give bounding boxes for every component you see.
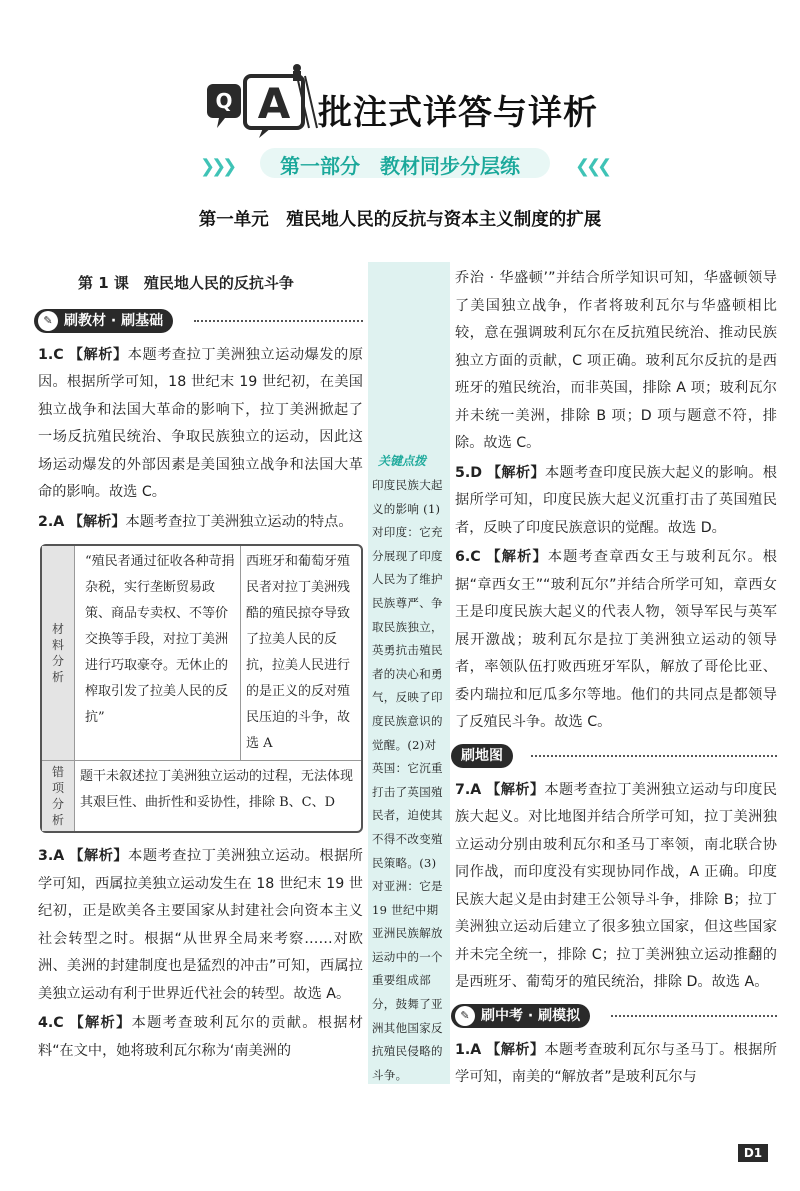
item-number: 1. bbox=[38, 346, 54, 363]
section-label: 刷地图 bbox=[451, 744, 513, 768]
item-text: 本题考查拉丁美洲独立运动的特点。 bbox=[125, 513, 353, 530]
section-label: 刷教材 · 刷基础 bbox=[64, 312, 164, 329]
table-wrong-analysis: 题干未叙述拉丁美洲独立运动的过程，无法体现其艰巨性、曲折性和妥协性，排除 B、C、D bbox=[75, 760, 361, 831]
part-title: 第一部分 教材同步分层练 bbox=[280, 154, 520, 178]
item-text: 本题考查拉丁美洲独立运动。根据所学可知，西属拉美独立运动发生在 18 世纪末 19 世纪初，正是欧美各主要国家从封建社会向资本主义社会转型之时。根据“从世界全局来考察……对欧洲、美洲的封建制度也是猛烈的冲击”可知，西属拉美独立运动有利于世界近代社会的转型。故选 A。 bbox=[38, 848, 363, 1002]
item-tag: 【解析】 bbox=[68, 346, 128, 363]
left-column bbox=[38, 270, 363, 1067]
item-answer: A bbox=[470, 1041, 482, 1058]
item-tag: 【解析】 bbox=[486, 781, 545, 798]
item-text: 本题考查拉丁美洲独立运动与印度民族大起义。对比地图并结合所学可知，拉丁美洲独立运动分别由玻利瓦尔和圣马丁率领，南北联合协同作战，而印度没有实现协同作战，A 正确。印度民族大起义是由封建王公领导斗争，排除 B；拉丁美洲独立运动后建立了很多独立国家，但这些国家并未完全统一，排除 C；拉丁美洲独立运动推翻的是西班牙、葡萄牙的殖民统治，排除 D。故选 A。 bbox=[455, 781, 777, 990]
analysis-table bbox=[40, 544, 363, 833]
item-answer: C bbox=[53, 1015, 64, 1031]
side-note-text: 印度民族大起义的影响 (1)对印度：它充分展现了印度人民为了维护民族尊严、争取民族独立，英勇抗击殖民者的决心和勇气，反映了印度民族意识的觉醒。(2)对英国：它沉重打击了英国殖民者，迫使其不得不改变殖民策略。(3)对亚洲：它是 19 世纪中期亚洲民族解放运动中的一个重要组成部分，鼓舞了亚洲其他国家反抗殖民侵略的斗争。 bbox=[372, 478, 443, 1082]
answer-item bbox=[38, 342, 363, 507]
right-column bbox=[455, 265, 777, 1094]
item-text: 本题考查印度民族大起义的影响。根据所学可知，印度民族大起义沉重打击了英国殖民者，反映了印度民族意识的觉醒。故选 D。 bbox=[455, 464, 777, 536]
item-text: 本题考查玻利瓦尔的贡献。根据材料“在文中，她将玻利瓦尔称为‘南美洲的 bbox=[38, 1015, 363, 1059]
answer-item bbox=[455, 777, 777, 997]
dotted-divider bbox=[531, 755, 777, 757]
item-number: 1. bbox=[455, 1041, 471, 1058]
item-text: 本题考查章西女王与玻利瓦尔。根据“章西女王”“玻利瓦尔”并结合所学可知，章西女王是印度民族大起义的代表人物，领导军民与英军展开激战；玻利瓦尔是拉丁美洲独立运动的领导者，率领队伍打败西班牙军队，解放了哥伦比亚、委内瑞拉和厄瓜多尔等地。他们的共同点是都领导了反殖民斗争。故选 C。 bbox=[455, 549, 777, 730]
dotted-divider bbox=[194, 320, 363, 322]
brush-icon: ✎ bbox=[455, 1006, 475, 1026]
section-header-basic bbox=[34, 306, 363, 336]
item-answer: D bbox=[470, 464, 483, 481]
item-tag: 【解析】 bbox=[486, 1041, 545, 1058]
main-title: 批注式详答与详析 bbox=[318, 93, 598, 133]
chevron-right-icon: ❯❯❯ bbox=[200, 156, 234, 177]
item-tag: 【解析】 bbox=[68, 513, 126, 530]
answer-item bbox=[38, 509, 363, 537]
chevron-left-icon: ❮❮❮ bbox=[575, 156, 609, 177]
answer-continuation: 乔治 · 华盛顿’”并结合所学知识可知，华盛顿领导了美国独立战争，作者将玻利瓦尔与华盛顿相比较，意在强调玻利瓦尔在反抗殖民统治、推动民族独立方面的贡献，C 项正确。玻利瓦尔反抗的是西班牙的殖民统治，而非英国，排除 A 项；玻利瓦尔并未统一美洲，排除 B 项；D 项与题意不符，排除。故选 C。 bbox=[455, 270, 777, 451]
answer-item bbox=[38, 843, 363, 1008]
item-tag: 【解析】 bbox=[69, 1015, 132, 1031]
item-answer: A bbox=[470, 781, 482, 798]
item-answer: A bbox=[53, 848, 65, 864]
item-tag: 【解析】 bbox=[69, 848, 129, 864]
item-answer: C bbox=[53, 346, 64, 363]
answer-item bbox=[455, 544, 777, 737]
item-text: 本题考查拉丁美洲独立运动爆发的原因。根据所学可知，18 世纪末 19 世纪初，在美国独立战争和法国大革命的影响下，拉丁美洲掀起了一场反抗殖民统治、争取民族独立的运动，因此这场运动爆发的外部因素是美国独立战争和法国大革命的影响。故选 C。 bbox=[38, 346, 363, 500]
item-tag: 【解析】 bbox=[486, 464, 545, 481]
answer-item bbox=[455, 1037, 777, 1092]
item-number: 2. bbox=[38, 513, 54, 530]
side-note-title: 关键点拨 bbox=[378, 454, 427, 468]
item-number: 7. bbox=[455, 781, 471, 798]
lesson-title: 第 1 课 殖民地人民的反抗斗争 bbox=[78, 274, 294, 292]
table-note: 西班牙和葡萄牙殖民者对拉丁美洲残酷的殖民掠夺导致了拉美人民的反抗，拉美人民进行的是正义的反对殖民压迫的斗争，故选 A bbox=[246, 554, 351, 751]
item-number: 4. bbox=[38, 1015, 54, 1031]
table-row-label: 材料分析 bbox=[42, 546, 75, 760]
section-label: 刷中考 · 刷模拟 bbox=[481, 1007, 581, 1024]
brush-icon: ✎ bbox=[38, 311, 58, 331]
item-answer: A bbox=[53, 513, 65, 530]
item-answer: C bbox=[470, 549, 481, 565]
answer-item bbox=[455, 460, 777, 543]
qa-logo bbox=[205, 62, 325, 140]
item-tag: 【解析】 bbox=[486, 549, 548, 565]
item-number: 6. bbox=[455, 549, 471, 565]
section-header-map bbox=[451, 741, 777, 771]
table-quote: “殖民者通过征收各种苛捐杂税，实行垄断贸易政策、商品专卖权、不等价交换等手段，对拉丁美洲进行巧取豪夺。无休止的榨取引发了拉美人民的反抗” bbox=[75, 546, 241, 760]
page-number: D1 bbox=[738, 1144, 768, 1162]
svg-text:Q: Q bbox=[215, 89, 233, 113]
item-number: 3. bbox=[38, 848, 54, 864]
svg-text:A: A bbox=[257, 79, 291, 128]
dotted-divider bbox=[611, 1015, 777, 1017]
section-header-exam bbox=[451, 1001, 777, 1031]
item-text: 本题考查玻利瓦尔与圣马丁。根据所学可知，南美的“解放者”是玻利瓦尔与 bbox=[455, 1041, 777, 1085]
item-number: 5. bbox=[455, 464, 471, 481]
answer-item bbox=[38, 1010, 363, 1065]
unit-title: 第一单元 殖民地人民的反抗与资本主义制度的扩展 bbox=[198, 210, 602, 230]
table-row-label: 错项分析 bbox=[42, 760, 75, 831]
